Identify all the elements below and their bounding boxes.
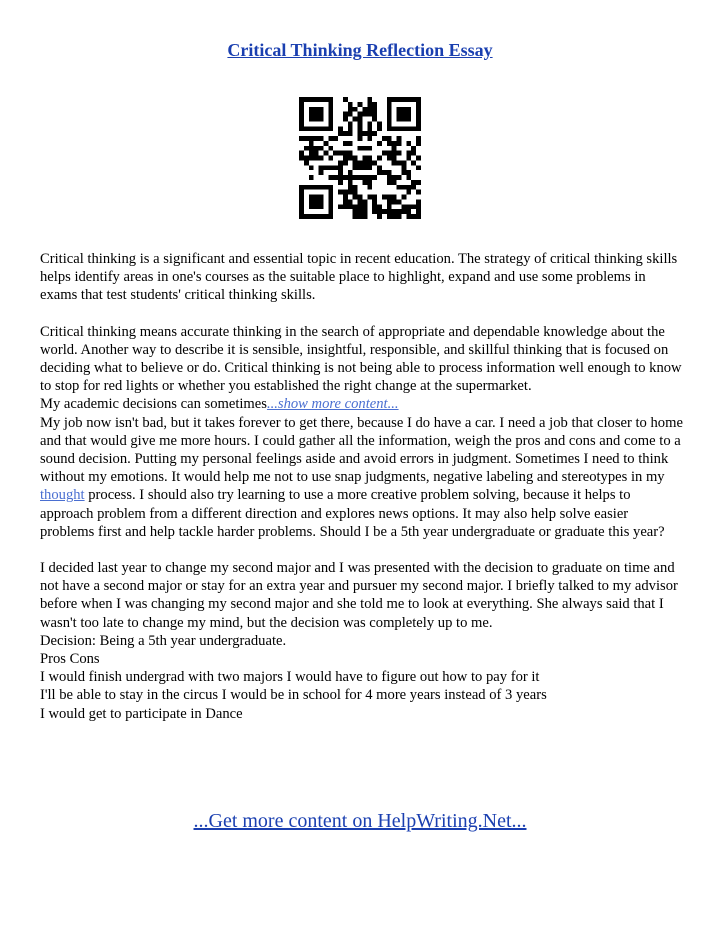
paragraph-decisions — [40, 395, 685, 413]
pros-cons-line: I would get to participate in Dance — [40, 705, 243, 722]
paragraph-definition: Critical thinking means accurate thinking in the search of appropriate and dependable knowledge about the world. Another way to describe it is sensible, insightful, responsible, and skillful thinking that is focused on deciding what to believe or do. Critical thinking is not being able to process information well enough to know to stop for red lights or whether you established the right change at the supermarket. — [40, 323, 682, 395]
document-title — [0, 40, 720, 61]
pros-cons-header: Pros Cons — [40, 651, 100, 668]
paragraph-job-text-after: process. I should also try learning to use a more creative problem solving, because it helps to approach problem from a different direction and explores news options. It may also help solve easier problems first and help tackle harder problems. Should I be a 5th year undergraduate or graduate this year? — [40, 487, 665, 540]
paragraph-job — [40, 414, 685, 541]
paragraph-decisions-text: My academic decisions can sometimes — [40, 396, 267, 413]
title-link[interactable]: Critical Thinking Reflection Essay — [227, 40, 493, 60]
document-body — [40, 250, 685, 723]
show-more-link[interactable]: ...show more content... — [266, 396, 399, 413]
paragraph-job-text-before: My job now isn't bad, but it takes forever to get there, because I do have a car. I need a job that closer to home and that would give me more hours. I could gather all the information, weigh the pros and cons and come to a sound decision. Putting my personal feelings aside and avoid errors in judgment. Sometimes I need to think without my emotions. It would help me not to use snap judgments, negative labeling and stereotypes in my — [40, 414, 683, 486]
pros-cons-line: I'll be able to stay in the circus I would be in school for 4 more years instead of 3 years — [40, 687, 547, 704]
qr-code-icon — [299, 97, 421, 219]
paragraph-intro: Critical thinking is a significant and essential topic in recent education. The strategy of critical thinking skills helps identify areas in one's courses as the suitable place to highlight, expand and use some problems in exams that test students' critical thinking skills. — [40, 251, 678, 304]
footer-link[interactable]: ...Get more content on HelpWriting.Net... — [193, 810, 527, 832]
footer — [0, 810, 720, 833]
paragraph-major: I decided last year to change my second major and I was presented with the decision to graduate on time and not have a second major or stay for an extra year and pursuer my second major. I briefly talked to my advisor before when I was changing my second major and she told me to look at everything. She always said that I wasn't too late to change my mind, but the decision was completely up to me. — [40, 560, 678, 631]
pros-cons-line: I would finish undergrad with two majors I would have to figure out how to pay for it — [40, 669, 540, 686]
decision-line: Decision: Being a 5th year undergraduate. — [40, 632, 287, 649]
thought-link[interactable]: thought — [40, 487, 85, 504]
